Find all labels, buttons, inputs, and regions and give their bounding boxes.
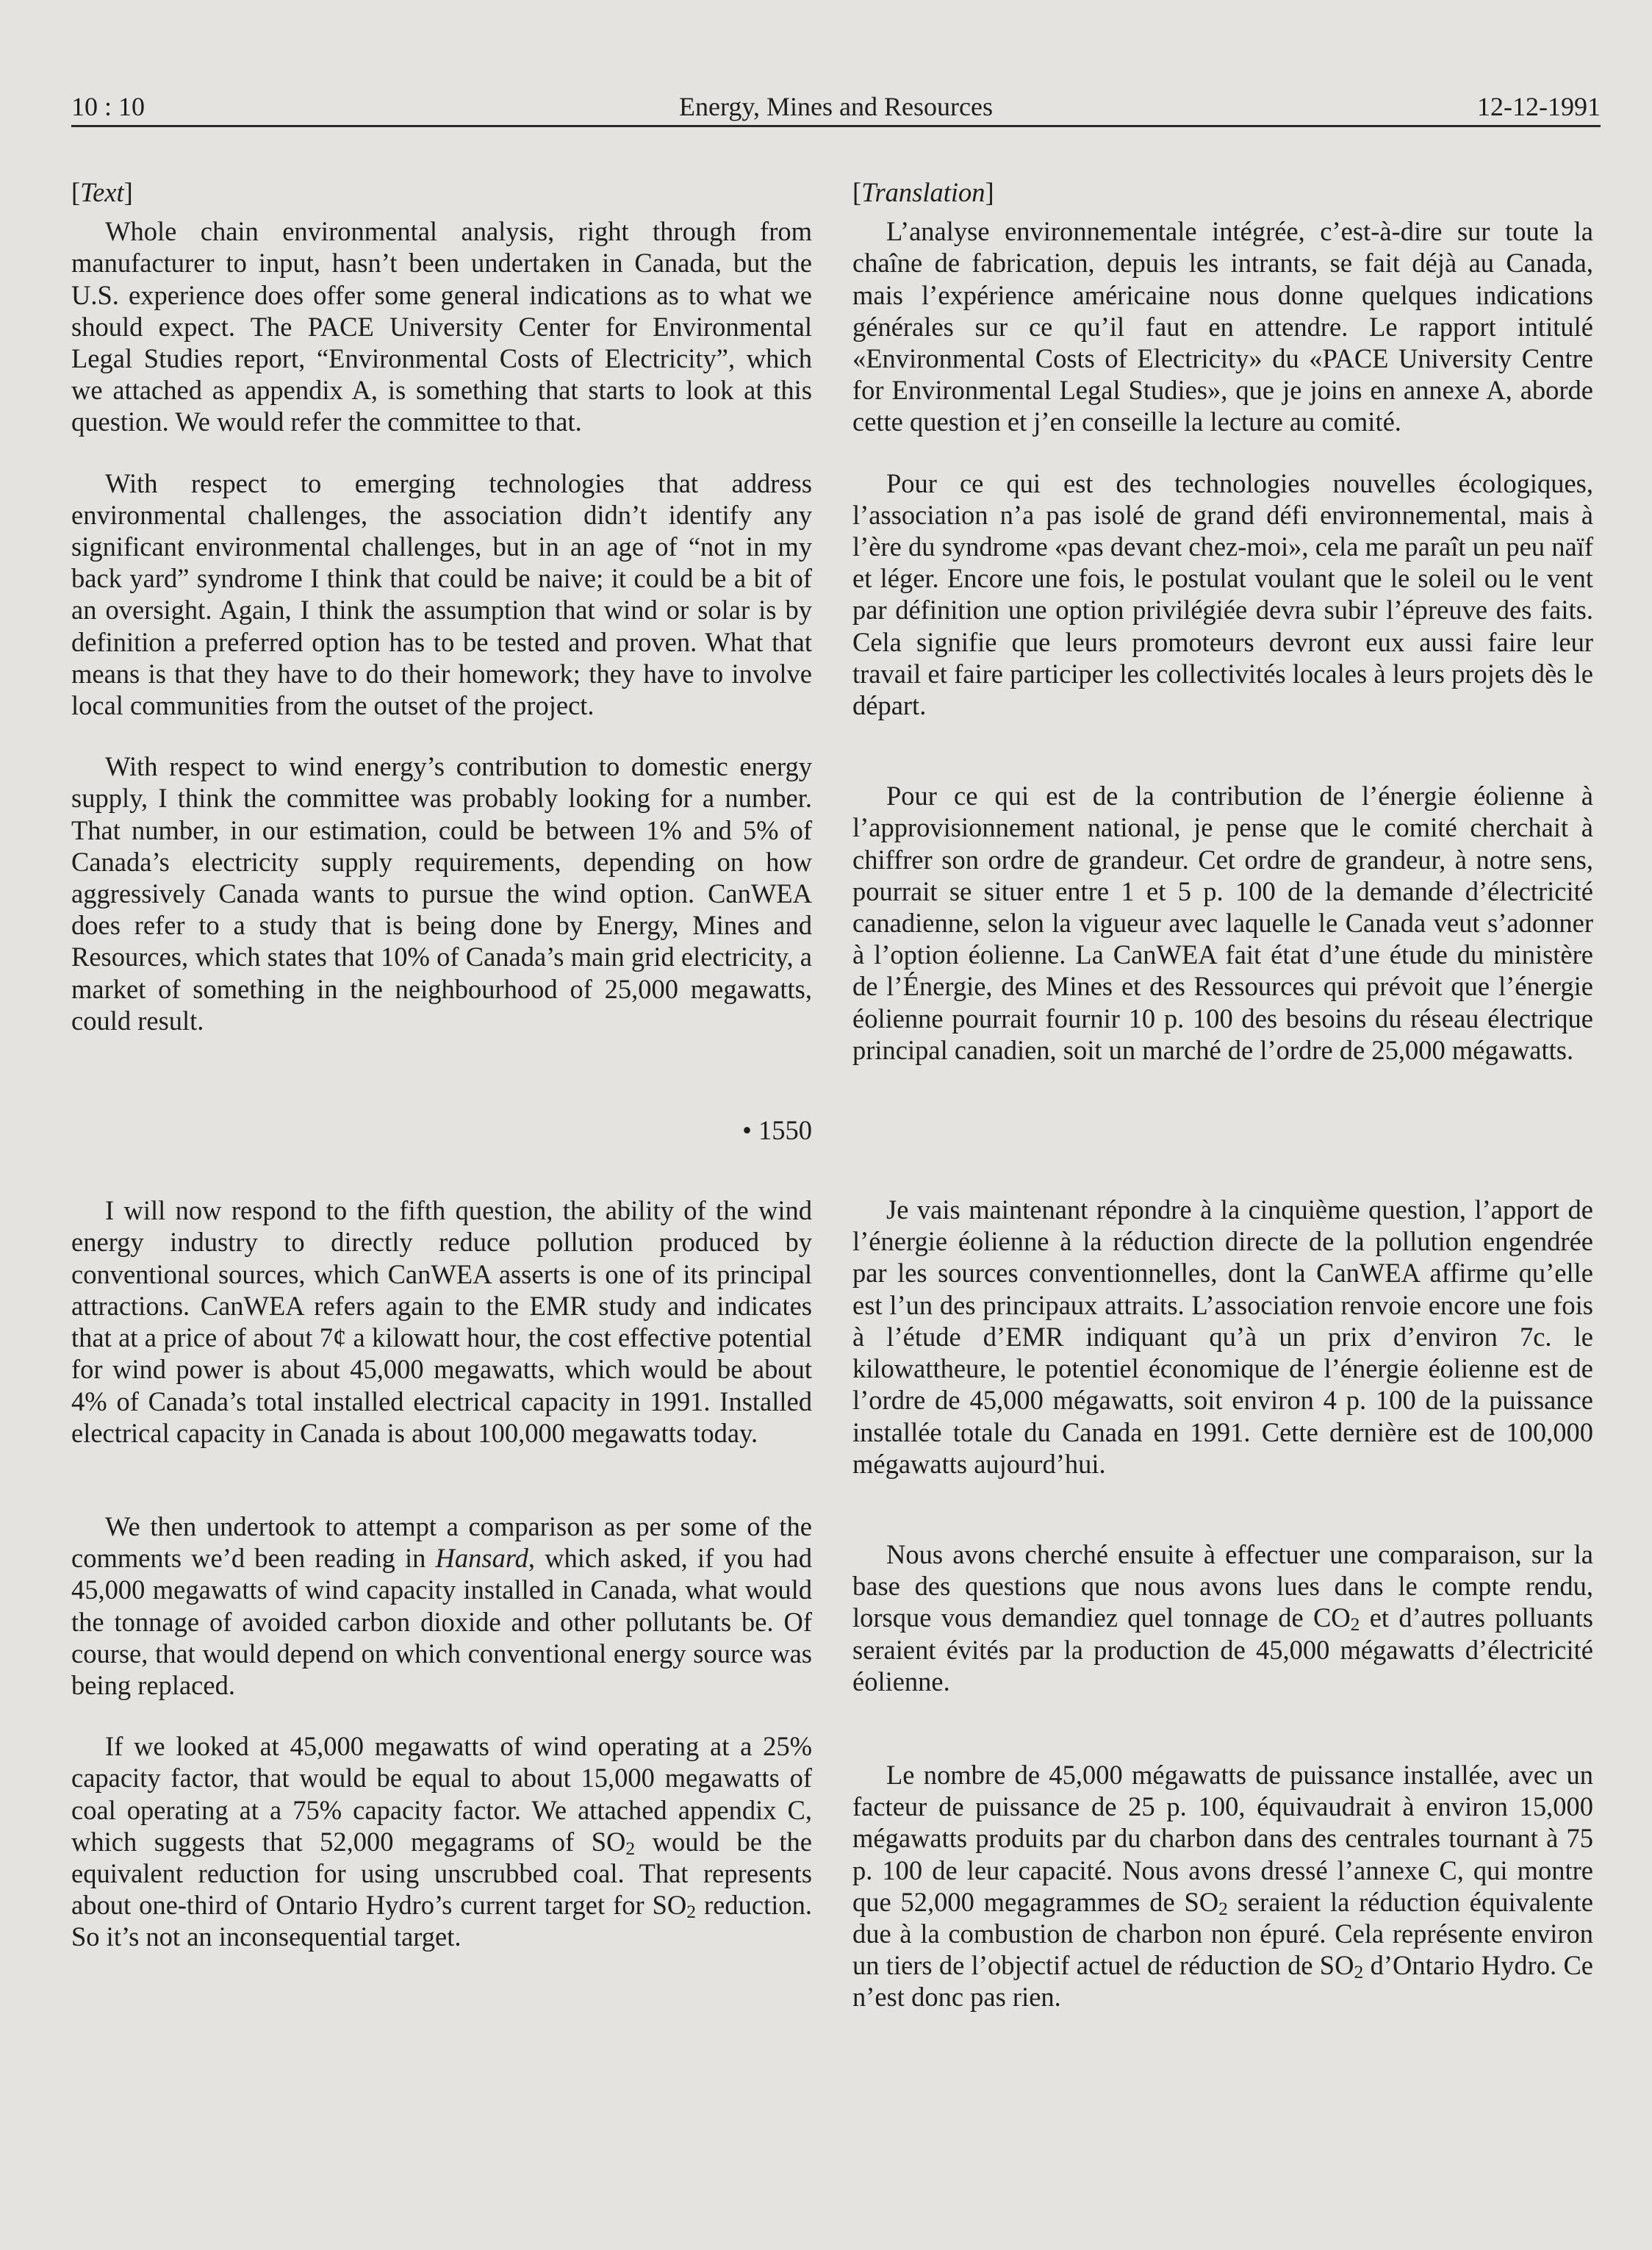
text-segment: reduction. So it’s not an inconsequential target. [71,1890,812,1952]
text-segment: Nous avons cherché ensuite à effectuer une comparaison, sur la base des questions que nous avons lues dans le compte rendu, lorsque vous demandiez quel tonnage de CO [852,1538,1593,1633]
subscript: 2 [1354,1961,1364,1983]
column-label: [Text] [71,177,133,207]
paragraph [71,1730,812,1952]
paragraph: With respect to emerging technologies that address environmental challenges, the association didn’t identify any significant environmental challenges, but in an age of “not in my back yard” syndrome I think that could be naive; it could be a bit of an oversight. Again, I think the assumption that wind or solar is by definition a preferred option has to be tested and proven. What that means is that they have to do their homework; they have to involve local communities from the outset of the project. [71,467,812,721]
paragraph [852,1759,1593,2013]
text-segment: et d’autres polluants seraient évités par la production de 45,000 mégawatts d’électricité éolienne. [852,1602,1593,1697]
text-segment: seraient la réduction équivalente due à la combustion de charbon non épuré. Cela représente environ un tiers de l’objectif actuel de réduction de SO [852,1886,1593,1981]
time-marker: • 1550 [742,1115,812,1146]
column-label-text: Translation [861,177,985,207]
paragraph [852,1538,1593,1697]
subscript: 2 [1218,1897,1228,1919]
subscript: 2 [625,1837,636,1859]
paragraph: Je vais maintenant répondre à la cinquième question, l’apport de l’énergie éolienne à la réduction directe de la pollution engendrée par les sources conventionnelles, dont la CanWEA affirme qu’elle est l’un des principaux attraits. L’association renvoie encore une fois à l’étude d’EMR indiquant qu’à un prix d’environ 7c. le kilowattheure, le potentiel économique de l’énergie éolienne est de l’ordre de 45,000 mégawatts, soit environ 4 p. 100 de la puissance installée totale du Canada en 1991. Cette dernière est de 100,000 mégawatts aujourd’hui. [852,1194,1593,1479]
french-column [852,176,1593,2013]
text-segment: would be the equivalent reduction for using unscrubbed coal. That represents about one-third of Ontario Hydro’s current target for SO [71,1826,812,1921]
text-segment: , which asked, if you had 45,000 megawatts of wind capacity installed in Canada, what would the tonnage of avoided carbon dioxide and other pollutants be. Of course, that would depend on which conventional energy source was being replaced. [71,1543,812,1700]
column-label: [Translation] [852,177,994,207]
english-column [71,176,812,1953]
hansard-reference: Hansard [435,1543,528,1574]
paragraph: With respect to wind energy’s contribution to domestic energy supply, I think the committee was probably looking for a number. That number, in our estimation, could be between 1% and 5% of Canada’s electricity supply requirements, depending on how aggressively Canada wants to pursue the wind option. CanWEA does refer to a study that is being done by Energy, Mines and Resources, which states that 10% of Canada’s main grid electricity, a market of something in the neighbourhood of 25,000 megawatts, could result. [71,751,812,1036]
subscript: 2 [686,1901,697,1923]
paragraph: L’analyse environnementale intégrée, c’est-à-dire sur toute la chaîne de fabrication, depuis les intrants, se fait déjà au Canada, mais l’expérience américaine nous donne quelques indications générales sur ce qu’il faut en attendre. Le rapport intitulé «Environmental Costs of Electricity» du «PACE University Centre for Environmental Legal Studies», que je joins en annexe A, aborde cette question et j’en conseille la lecture au comité. [852,216,1593,437]
header-rule [71,125,1601,127]
page-number: 10 : 10 [71,92,146,121]
column-label-text: Text [80,177,124,207]
page-header [71,87,1601,131]
paragraph: Pour ce qui est de la contribution de l’énergie éolienne à l’approvisionnement national, je pense que le comité cherchait à chiffrer son ordre de grandeur. Cet ordre de grandeur, à notre sens, pourrait se situer entre 1 et 5 p. 100 de la demande d’électricité canadienne, selon la vigueur avec laquelle le Canada veut s’adonner à l’option éolienne. La CanWEA fait état d’une étude du ministère de l’Énergie, des Mines et des Ressources qui prévoit que l’énergie éolienne pourrait fournir 10 p. 100 des besoins du réseau électrique principal canadien, soit un marché de l’ordre de 25,000 mégawatts. [852,781,1593,1065]
text-segment: d’Ontario Hydro. Ce n’est donc pas rien. [852,1950,1593,2013]
paragraph [71,1511,812,1701]
header-date: 12-12-1991 [1477,92,1601,121]
publication-title: Energy, Mines and Resources [679,92,993,121]
paragraph: I will now respond to the fifth question, the ability of the wind energy industry to directly reduce pollution produced by conventional sources, which CanWEA asserts is one of its principal attractions. CanWEA refers again to the EMR study and indicates that at a price of about 7¢ a kilowatt hour, the cost effective potential for wind power is about 45,000 megawatts, which would be about 4% of Canada’s total installed electrical capacity in 1991. Installed electrical capacity in Canada is about 100,000 megawatts today. [71,1195,812,1448]
text-segment: We then undertook to attempt a comparison as per some of the comments we’d been reading in [71,1511,812,1574]
text-segment: If we looked at 45,000 megawatts of wind operating at a 25% capacity factor, that would be equal to about 15,000 megawatts of coal operating at a 75% capacity factor. We attached appendix C, which suggests that 52,000 megagrams of SO [71,1731,812,1857]
subscript: 2 [1350,1613,1360,1635]
paragraph: Pour ce qui est des technologies nouvelles écologiques, l’association n’a pas isolé de grand défi environnemental, mais à l’ère du syndrome «pas devant chez-moi», cela me paraît un peu naïf et léger. Encore une fois, le postulat voulant que le soleil ou le vent par définition une option privilégiée devra subir l’épreuve des faits. Cela signifie que leurs promoteurs devront eux aussi faire leur travail et faire participer les collectivités locales à leurs projets dès le départ. [852,467,1593,721]
paragraph: Whole chain environmental analysis, right through from manufacturer to input, hasn’t been undertaken in Canada, but the U.S. experience does offer some general indications as to what we should expect. The PACE University Center for Environmental Legal Studies report, “Environmental Costs of Electricity”, which we attached as appendix A, is something that starts to look at this question. We would refer the committee to that. [71,216,812,437]
text-segment: Le nombre de 45,000 mégawatts de puissance installée, avec un facteur de puissance de 25 p. 100, équivaudrait à environ 15,000 mégawatts produits par du charbon dans des centrales tournant à 75 p. 100 de leur capacité. Nous avons dressé l’annexe C, qui montre que 52,000 megagrammes de SO [852,1759,1593,1917]
